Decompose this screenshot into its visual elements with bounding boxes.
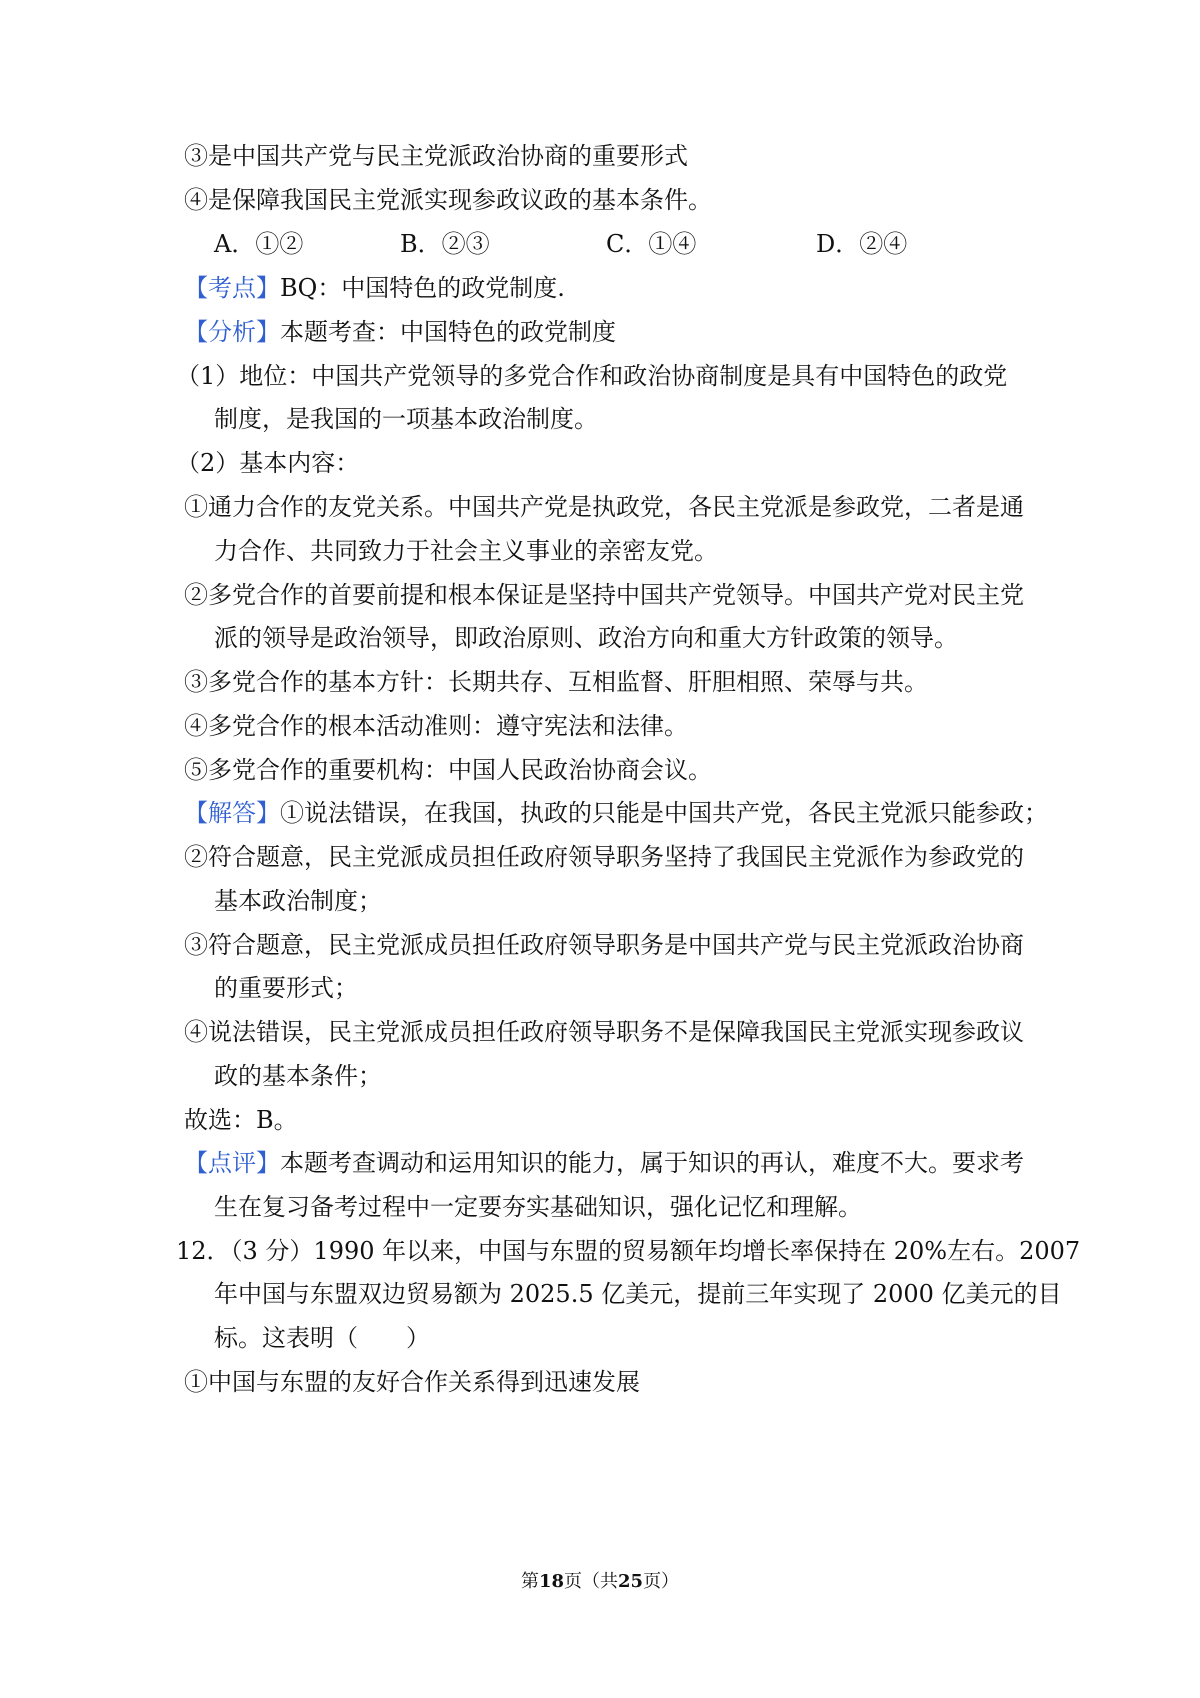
choice-a: A．①② bbox=[214, 230, 304, 258]
total-pages: 25 bbox=[618, 1571, 644, 1592]
fenxi-paragraph: ①通力合作的友党关系。中国共产党是执政党，各民主党派是参政党，二者是通 bbox=[184, 493, 1024, 521]
fenxi-paragraph: ②多党合作的首要前提和根本保证是坚持中国共产党领导。中国共产党对民主党 bbox=[184, 581, 1024, 609]
footer-middle: 页（共 bbox=[564, 1571, 618, 1592]
jieda-paragraph: 政的基本条件； bbox=[214, 1062, 382, 1090]
jieda-paragraph: ③符合题意，民主党派成员担任政府领导职务是中国共产党与民主党派政治协商 bbox=[184, 931, 1024, 959]
page-number: 18 bbox=[538, 1571, 564, 1592]
q12-stem: 12．（3 分）1990 年以来，中国与东盟的贸易额年均增长率保持在 20%左右。2007 bbox=[176, 1237, 1081, 1265]
choice-b: B．②③ bbox=[400, 230, 490, 258]
jieda-answer: 故选：B。 bbox=[184, 1106, 298, 1134]
q12-option-1: ①中国与东盟的友好合作关系得到迅速发展 bbox=[184, 1368, 640, 1396]
q11-option-3: ③是中国共产党与民主党派政治协商的重要形式 bbox=[184, 142, 688, 170]
jieda-paragraph: 基本政治制度； bbox=[214, 887, 382, 915]
kaodian-tag: 【考点】 bbox=[184, 274, 280, 302]
q12-stem: 年中国与东盟双边贸易额为 2025.5 亿美元，提前三年实现了 2000 亿美元的目 bbox=[214, 1280, 1062, 1308]
kaodian-line bbox=[184, 271, 565, 305]
jieda-line bbox=[184, 796, 1048, 830]
jieda-paragraph: ④说法错误，民主党派成员担任政府领导职务不是保障我国民主党派实现参政议 bbox=[184, 1018, 1024, 1046]
fenxi-paragraph: ⑤多党合作的重要机构：中国人民政治协商会议。 bbox=[184, 756, 712, 784]
choice-c: C．①④ bbox=[606, 230, 697, 258]
fenxi-paragraph: ③多党合作的基本方针：长期共存、互相监督、肝胆相照、荣辱与共。 bbox=[184, 668, 928, 696]
jieda-tag: 【解答】 bbox=[184, 799, 280, 827]
fenxi-paragraph: ④多党合作的根本活动准则：遵守宪法和法律。 bbox=[184, 712, 688, 740]
fenxi-tag: 【分析】 bbox=[184, 318, 280, 346]
fenxi-paragraph: 派的领导是政治领导，即政治原则、政治方向和重大方针政策的领导。 bbox=[214, 624, 958, 652]
fenxi-paragraph: 制度，是我国的一项基本政治制度。 bbox=[214, 405, 598, 433]
fenxi-paragraph: （2）基本内容： bbox=[176, 449, 360, 477]
footer-prefix: 第 bbox=[520, 1571, 539, 1592]
fenxi-paragraph: （1）地位：中国共产党领导的多党合作和政治协商制度是具有中国特色的政党 bbox=[176, 362, 1008, 390]
dianping-line bbox=[184, 1146, 1024, 1180]
page-footer bbox=[0, 1570, 1200, 1594]
dianping-text: 本题考查调动和运用知识的能力，属于知识的再认，难度不大。要求考 bbox=[280, 1149, 1024, 1177]
jieda-paragraph: 的重要形式； bbox=[214, 974, 358, 1002]
jieda-text: ①说法错误，在我国，执政的只能是中国共产党，各民主党派只能参政； bbox=[280, 799, 1048, 827]
fenxi-text: 本题考查：中国特色的政党制度 bbox=[280, 318, 616, 346]
fenxi-line bbox=[184, 315, 616, 349]
dianping-tag: 【点评】 bbox=[184, 1149, 280, 1177]
q11-option-4: ④是保障我国民主党派实现参政议政的基本条件。 bbox=[184, 186, 712, 214]
choice-d: D．②④ bbox=[816, 230, 908, 258]
q12-stem: 标。这表明（ ） bbox=[214, 1324, 430, 1352]
kaodian-text: BQ：中国特色的政党制度. bbox=[280, 274, 565, 302]
footer-suffix: 页） bbox=[643, 1571, 680, 1592]
dianping-paragraph: 生在复习备考过程中一定要夯实基础知识，强化记忆和理解。 bbox=[214, 1193, 862, 1221]
jieda-paragraph: ②符合题意，民主党派成员担任政府领导职务坚持了我国民主党派作为参政党的 bbox=[184, 843, 1024, 871]
fenxi-paragraph: 力合作、共同致力于社会主义事业的亲密友党。 bbox=[214, 537, 718, 565]
